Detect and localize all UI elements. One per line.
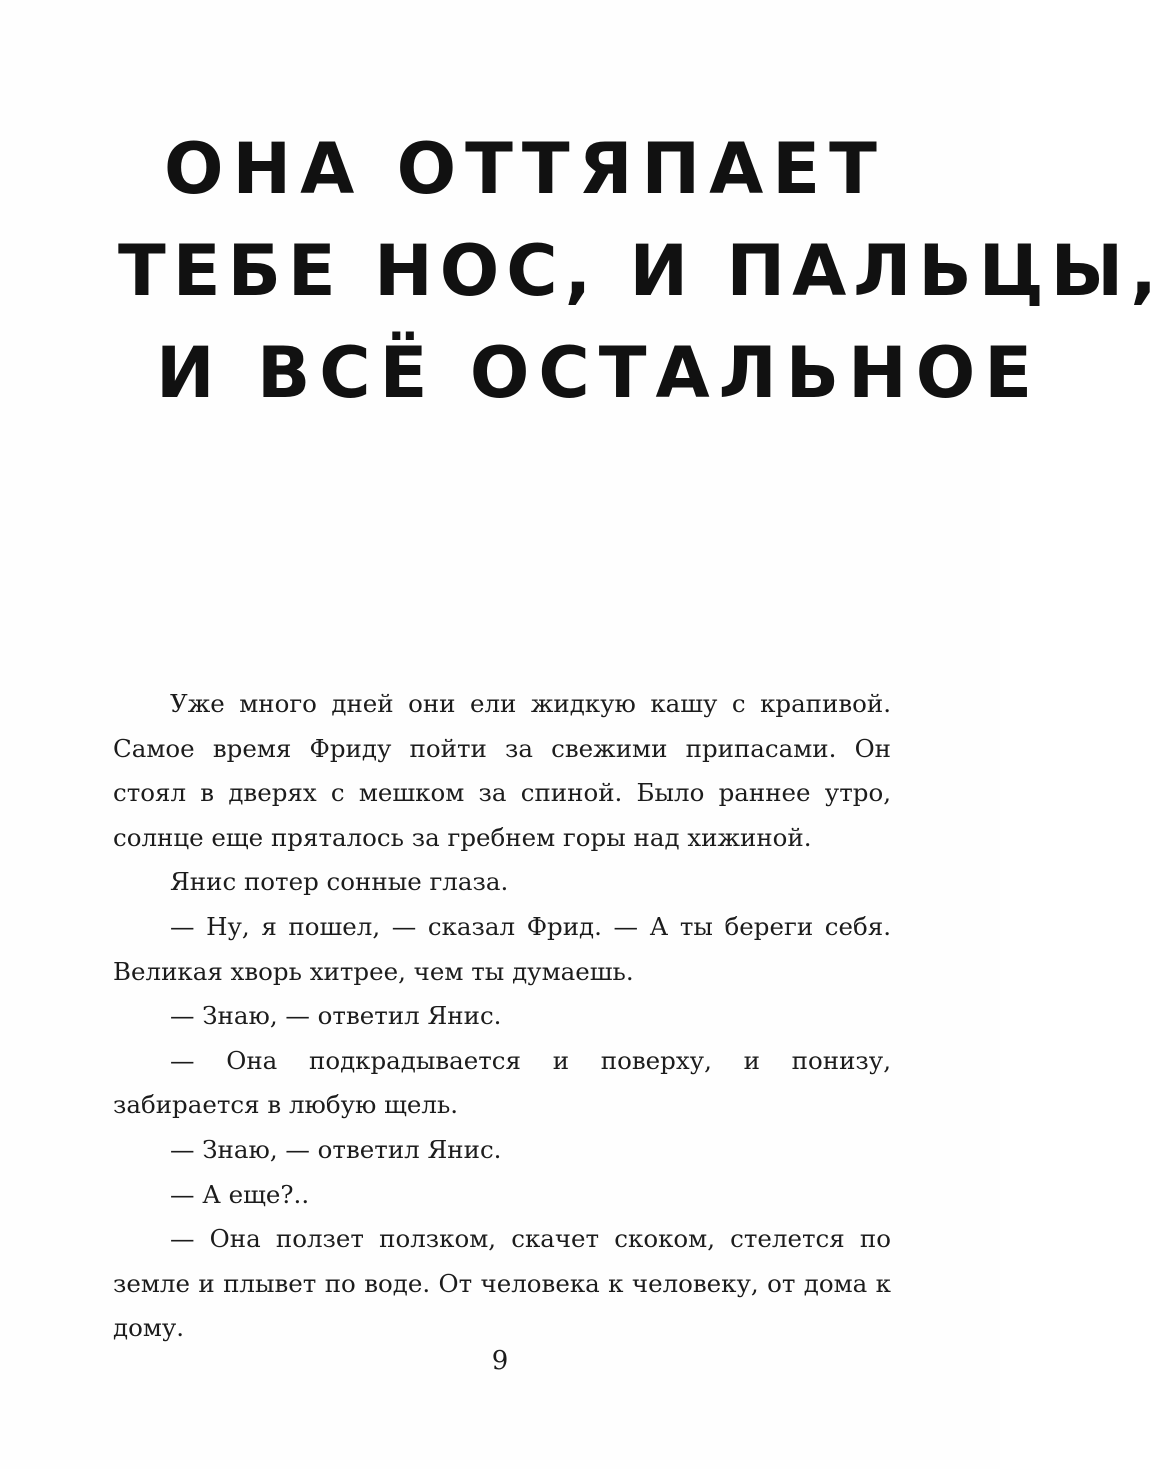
body-text	[113, 682, 891, 1351]
page-number: 9	[491, 1346, 509, 1376]
chapter-title-line: ТЕБЕ НОС, И ПАЛЬЦЫ,	[118, 230, 1164, 312]
paragraph: — Она подкрадывается и поверху, и понизу, забирается в любую щель.	[113, 1045, 891, 1120]
chapter-title	[118, 118, 1164, 424]
paragraph: — Она ползет ползком, скачет скоком, стелется по земле и плывет по воде. От человека к человеку, от дома к дому.	[113, 1224, 891, 1343]
paragraph: — А еще?..	[170, 1179, 310, 1209]
paragraph: — Знаю, — ответил Янис.	[170, 1001, 502, 1031]
paragraph: — Знаю, — ответил Янис.	[170, 1134, 502, 1164]
chapter-title-line: И ВСЁ ОСТАЛЬНОЕ	[156, 332, 1042, 414]
paragraph: — Ну, я пошел, — сказал Фрид. — А ты береги себя. Великая хворь хитрее, чем ты думаешь.	[113, 911, 891, 986]
chapter-title-line: ОНА ОТТЯПАЕТ	[164, 128, 886, 210]
paragraph: Янис потер сонные глаза.	[170, 867, 509, 897]
paragraph: Уже много дней они ели жидкую кашу с крапивой. Самое время Фриду пойти за свежими припасами. Он стоял в дверях с мешком за спиной. Было раннее утро, солнце еще пряталось за гребнем горы над хижиной.	[113, 689, 891, 852]
